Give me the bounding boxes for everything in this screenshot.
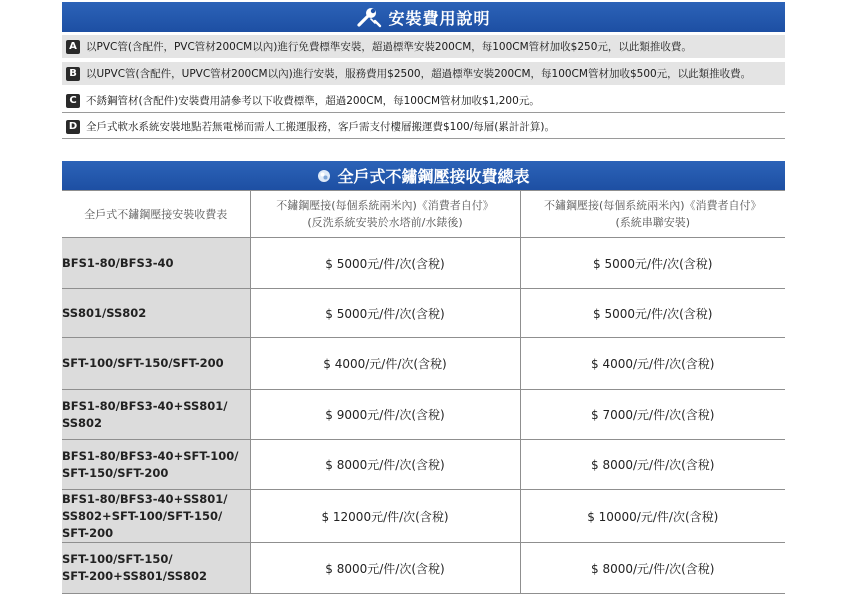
- fee-table: [62, 190, 785, 594]
- header-series-line2: (系統串聯安裝): [615, 216, 691, 229]
- price-series: $ 8000/元/件/次(含稅): [520, 440, 785, 490]
- price-backwash: $ 8000元/件/次(含稅): [250, 440, 520, 490]
- model-cell: [62, 238, 250, 289]
- note-badge: B: [66, 67, 80, 81]
- header-backwash: [250, 191, 520, 238]
- note-b: [62, 62, 785, 85]
- fee-explanation-banner: [62, 2, 785, 32]
- table-title-banner: [62, 161, 785, 190]
- note-badge: C: [66, 94, 80, 108]
- price-series: $ 7000/元/件/次(含稅): [520, 390, 785, 440]
- model-line: SFT-100/SFT-150/: [62, 552, 173, 566]
- model-line: SS802: [62, 415, 103, 430]
- model-line: BFS1-80/BFS3-40: [62, 255, 174, 270]
- note-c: [62, 89, 785, 113]
- price-backwash: $ 5000元/件/次(含稅): [250, 289, 520, 338]
- model-cell: [62, 390, 250, 440]
- price-backwash: $ 12000元/件/次(含稅): [250, 490, 520, 543]
- table-header-row: [62, 191, 785, 238]
- header-model: 全戶式不鏽鋼壓接安裝收費表: [62, 191, 250, 238]
- wrench-icon: [356, 6, 382, 28]
- table-row: [62, 440, 785, 490]
- model-cell: [62, 490, 250, 543]
- price-series: $ 8000/元/件/次(含稅): [520, 543, 785, 594]
- model-cell: [62, 289, 250, 338]
- note-d: [62, 115, 785, 139]
- model-line: SS801/SS802: [62, 305, 147, 320]
- price-series: $ 5000元/件/次(含稅): [520, 238, 785, 289]
- model-cell: [62, 440, 250, 490]
- header-series: [520, 191, 785, 238]
- model-line: SFT-100/SFT-150/SFT-200: [62, 356, 224, 370]
- note-badge: A: [66, 40, 80, 54]
- model-line: SFT-200+SS801/SS802: [62, 569, 208, 583]
- model-line: SFT-150/SFT-200: [62, 465, 169, 480]
- note-text: 全戶式軟水系統安裝地點若無電梯而需人工搬運服務，客戶需支付樓層搬運費$100/每層(累計計算)。: [86, 121, 555, 133]
- table-row: [62, 238, 785, 289]
- price-series: $ 5000元/件/次(含稅): [520, 289, 785, 338]
- header-backwash-line1: 不鏽鋼壓接(每個系統兩米內)《消費者自付》: [276, 199, 494, 212]
- price-backwash: $ 4000/元/件/次(含稅): [250, 338, 520, 390]
- note-text: 以PVC管(含配件，PVC管材200CM以內)進行免費標準安裝，超過標準安裝200CM，每100CM管材加收$250元，以此類推收費。: [86, 41, 692, 53]
- table-row: [62, 390, 785, 440]
- model-line: SS802+SFT-100/SFT-150/: [62, 508, 223, 523]
- table-row: [62, 289, 785, 338]
- note-badge: D: [66, 120, 80, 134]
- note-text: 以UPVC管(含配件，UPVC管材200CM以內)進行安裝，服務費用$2500，超過標準安裝200CM，每100CM管材加收$500元，以此類推收費。: [86, 68, 752, 80]
- note-a: [62, 35, 785, 58]
- header-series-line1: 不鏽鋼壓接(每個系統兩米內)《消費者自付》: [543, 199, 762, 212]
- page-title: 安裝費用說明: [388, 8, 491, 28]
- price-backwash: $ 5000元/件/次(含稅): [250, 238, 520, 289]
- header-backwash-line2: (反洗系統安裝於水塔前/水錶後): [307, 216, 463, 229]
- price-backwash: $ 8000元/件/次(含稅): [250, 543, 520, 594]
- table-row: [62, 338, 785, 390]
- model-line: BFS1-80/BFS3-40+SS801/: [62, 491, 228, 506]
- price-backwash: $ 9000元/件/次(含稅): [250, 390, 520, 440]
- water-drop-icon: [317, 169, 331, 183]
- price-series: $ 4000/元/件/次(含稅): [520, 338, 785, 390]
- model-line: SFT-200: [62, 525, 114, 540]
- note-text: 不銹鋼管材(含配件)安裝費用請參考以下收費標準，超過200CM，每100CM管材加收$1,200元。: [86, 95, 540, 107]
- model-line: BFS1-80/BFS3-40+SS801/: [62, 398, 228, 413]
- price-series: $ 10000/元/件/次(含稅): [520, 490, 785, 543]
- table-title: 全戶式不鏽鋼壓接收費總表: [337, 167, 530, 186]
- model-line: BFS1-80/BFS3-40+SFT-100/: [62, 448, 239, 463]
- model-cell: [62, 543, 250, 594]
- table-row: [62, 490, 785, 543]
- model-cell: [62, 338, 250, 390]
- table-row: [62, 543, 785, 594]
